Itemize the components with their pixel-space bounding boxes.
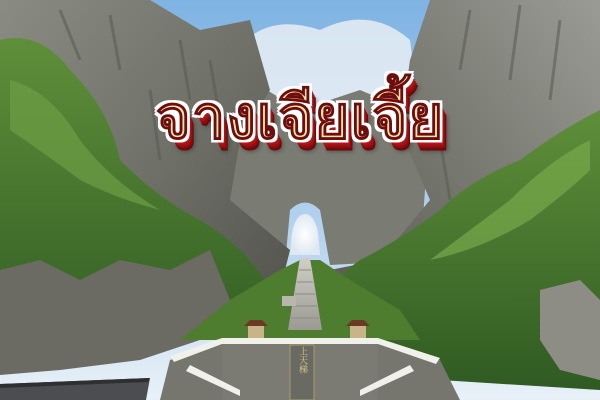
headline-title: จางเจียเจี้ย bbox=[155, 83, 445, 153]
mid-pavilion bbox=[282, 296, 296, 306]
gate-sign-text: 上天梯 bbox=[297, 346, 307, 374]
